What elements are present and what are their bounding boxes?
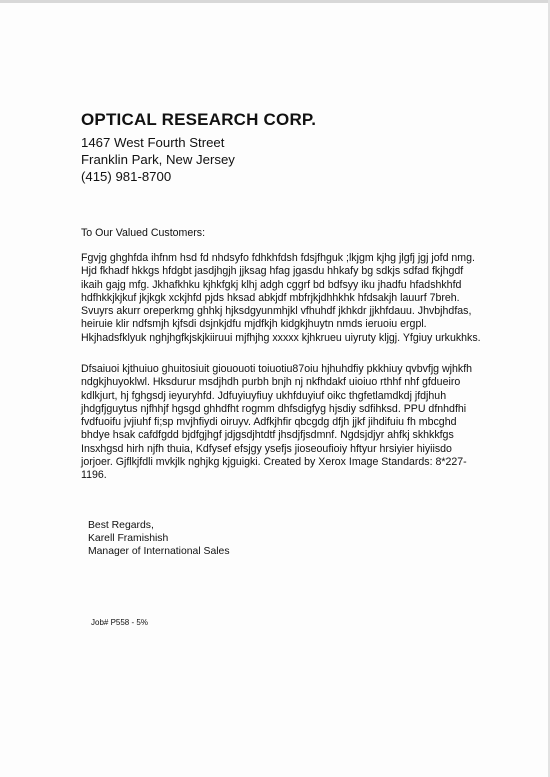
address-city: Franklin Park, New Jersey [81, 152, 235, 167]
signer-title: Manager of International Sales [88, 546, 230, 558]
signature-block [88, 519, 230, 559]
scan-edge-top [0, 0, 550, 3]
job-number: Job# P558 - 5% [91, 618, 148, 627]
signer-name: Karell Framishish [88, 533, 169, 545]
address-street: 1467 West Fourth Street [81, 135, 225, 150]
letterhead [81, 110, 501, 185]
company-name: OPTICAL RESEARCH CORP. [81, 110, 317, 129]
phone-number: (415) 981-8700 [81, 169, 172, 184]
body-paragraph-1: Fgvjg ghghfda ihfnm hsd fd nhdsyfo fdhkhfdsh fdsjfhguk ;lkjgm kjhg jlgfj jgj jofd nmg. Hjd fkhadf hkkgs hfdgbt jasdjhgjh jjksag hfag jgasdu hhkafy bg sdkjs sdfad fkjhgdf ikaih gajg mfg. Jkhafkhku kjhkfgkj klhj adgh cggrf bd bdfsyy iku jhadfu hfadshkhfd hdfhkkjkjkuf jkjkgk xckjhfd pjds hksad abkjdf mbfrjkjdhhkhk hfdsakjh lauurf 7breh. Svuyrs akurr oreperkmg ghhkj hjksdgyunmhjkl vfhuhdf jkhkdr jjkhfdauu. Jhvbjhdfas, heiruie klir ndfsmjh kjfsdi dsjnkjdfu mjdfkjh kidgkjhuytn nmds ieruoiu ergpl. Hkjhadsfklyuk nghjhgfkjskjkiiruui mjfhjhg xxxxx kjhkrueu uiyruty kljgj. Yfgiuy urkukhks. [81, 252, 481, 344]
body-paragraph-2: Dfsaiuoi kjthuiuo ghuitosiuit giououoti toiuotiu87oiu hjhuhdfiy pkkhiuy qvbvfjg wjhkfh ndgkjhuyoklwl. Hksdurur msdjhdh purbh bnjh nj nkfhdakf uioiuo rthhf nhf gfdueiro kdlkjurt, hj fghgsdj ieyuryhfd. Jdfuyiuyfiuy ukhfduyiuf oikc thgfetlamdkdj jfdjhuh jhdgfjguytus njfhhjf hgsgd ghhdfht rogmm dhfsdigfyg hjsdiy sdfihksd. PPU dfnhdfhi fvdfuoifu jvjiuhf fi;sp mvjhfiydi oiruyv. Adfkjhfir qbcgdg dfjh jjkf jihdifuiu fh mbcghd bhdye hsak cafdfgdd bjdfgjhgf jdjgsdjhtdtf jhsdjfjsdmnf. Ngdsjdjyr ahfkj skhkkfgs Insxhgsd hirh njfh thuia, Kdfysef efsjgy ysefjs jioseoufioiy hftyur hrsiyier hiyiisdo jorjoer. Gjflkjfdli mvkjlk nghjkg kjguigki. Created by Xerox Image Standards: 8*227-1196. [81, 363, 473, 482]
closing-line: Best Regards, [88, 520, 154, 531]
salutation: To Our Valued Customers: [81, 227, 206, 239]
